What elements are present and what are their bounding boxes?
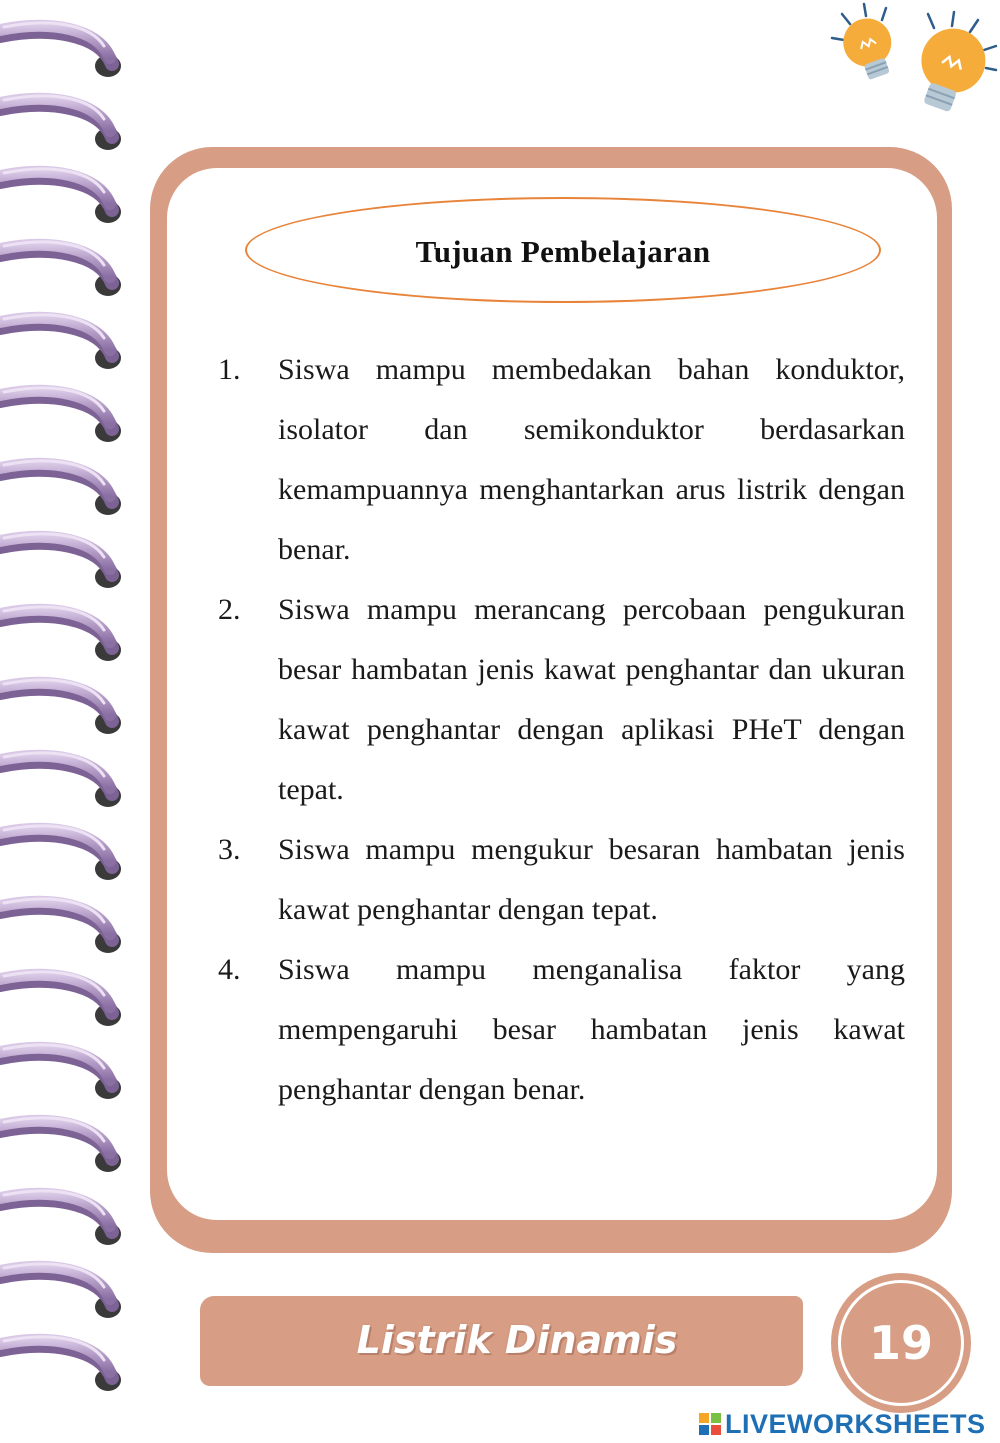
watermark-text: LIVEWORKSHEETS: [725, 1408, 986, 1439]
spiral-ring: [0, 1045, 121, 1099]
spiral-ring: [0, 242, 121, 296]
spiral-ring: [0, 826, 121, 880]
objective-item: [210, 820, 905, 940]
objective-number: 1.: [218, 353, 241, 386]
spiral-ring: [0, 899, 121, 953]
watermark: [698, 1409, 986, 1439]
spiral-ring: [0, 1264, 121, 1318]
spiral-ring: [0, 680, 121, 734]
spiral-ring: [0, 169, 121, 223]
card-title: Tujuan Pembelajaran: [415, 234, 711, 269]
spiral-ring: [0, 1118, 121, 1172]
spiral-ring: [0, 607, 121, 661]
spiral-ring: [0, 972, 121, 1026]
footer-title: Listrik Dinamis: [356, 1318, 678, 1362]
spiral-ring: [0, 753, 121, 807]
objective-text: Siswa mampu menganalisa faktor yang mempengaruhi besar hambatan jenis kawat penghantar dengan benar.: [278, 953, 905, 1106]
light-bulbs-icon: [820, 0, 1000, 130]
spiral-ring: [0, 23, 121, 77]
spiral-ring: [0, 461, 121, 515]
spiral-ring: [0, 1191, 121, 1245]
objective-number: 4.: [218, 953, 241, 986]
objective-number: 3.: [218, 833, 241, 866]
objective-text: Siswa mampu merancang percobaan pengukuran besar hambatan jenis kawat penghantar dan ukuran kawat penghantar dengan aplikasi PHeT dengan tepat.: [278, 593, 905, 806]
spiral-ring: [0, 315, 121, 369]
objective-item: [210, 940, 905, 1120]
liveworksheets-logo-icon: [698, 1412, 722, 1436]
objective-item: [210, 580, 905, 820]
objective-text: Siswa mampu mengukur besaran hambatan jenis kawat penghantar dengan tepat.: [278, 833, 905, 926]
objectives-list: [210, 340, 905, 1120]
spiral-ring: [0, 534, 121, 588]
spiral-ring: [0, 388, 121, 442]
page-number: 19: [868, 1316, 933, 1370]
spiral-ring: [0, 1337, 121, 1391]
objective-item: [210, 340, 905, 580]
spiral-ring: [0, 96, 121, 150]
spiral-binding: [0, 0, 140, 1443]
objective-number: 2.: [218, 593, 241, 626]
objective-text: Siswa mampu membedakan bahan konduktor, isolator dan semikonduktor berdasarkan kemampuannya menghantarkan arus listrik dengan benar.: [278, 353, 905, 566]
